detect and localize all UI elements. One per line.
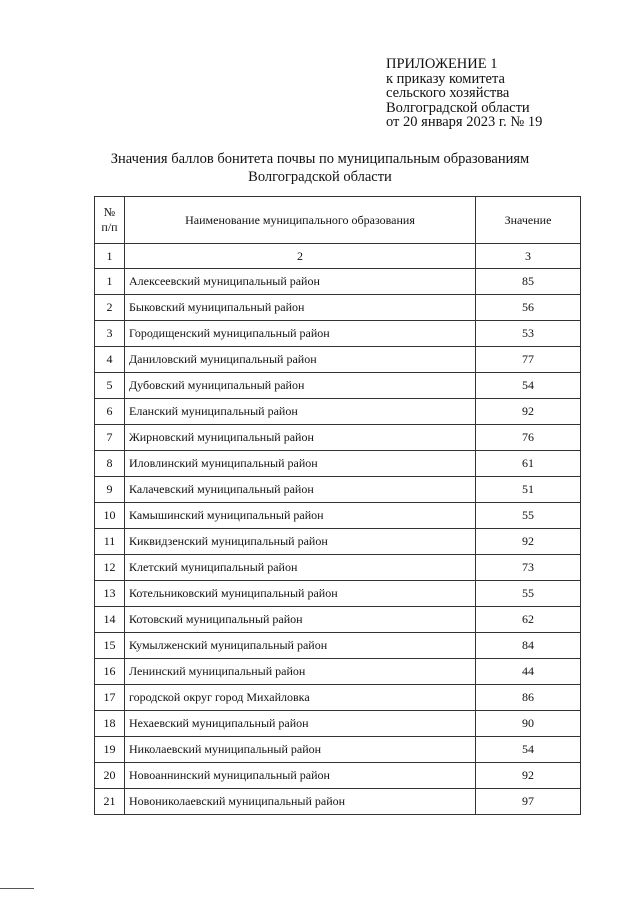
row-number: 13 bbox=[95, 581, 125, 607]
row-value: 55 bbox=[476, 503, 581, 529]
column-number-row bbox=[95, 244, 581, 269]
row-number: 18 bbox=[95, 711, 125, 737]
row-value: 56 bbox=[476, 295, 581, 321]
header-value: Значение bbox=[476, 197, 581, 244]
row-name: Иловлинский муниципальный район bbox=[125, 451, 476, 477]
row-value: 54 bbox=[476, 737, 581, 763]
header-name: Наименование муниципального образования bbox=[125, 197, 476, 244]
table-row bbox=[95, 269, 581, 295]
row-value: 54 bbox=[476, 373, 581, 399]
row-number: 15 bbox=[95, 633, 125, 659]
row-value: 84 bbox=[476, 633, 581, 659]
row-name: Алексеевский муниципальный район bbox=[125, 269, 476, 295]
row-name: Кумылженский муниципальный район bbox=[125, 633, 476, 659]
appendix-block bbox=[386, 57, 542, 130]
row-number: 2 bbox=[95, 295, 125, 321]
table-row bbox=[95, 633, 581, 659]
row-number: 5 bbox=[95, 373, 125, 399]
table-row bbox=[95, 763, 581, 789]
row-name: Калачевский муниципальный район bbox=[125, 477, 476, 503]
column-number: 2 bbox=[125, 244, 476, 269]
table-row bbox=[95, 503, 581, 529]
appendix-title: ПРИЛОЖЕНИЕ 1 bbox=[386, 56, 498, 72]
table-row bbox=[95, 711, 581, 737]
title-line: Значения баллов бонитета почвы по муниципальным образованиям bbox=[110, 151, 530, 167]
row-name: Клетский муниципальный район bbox=[125, 555, 476, 581]
row-number: 14 bbox=[95, 607, 125, 633]
row-number: 3 bbox=[95, 321, 125, 347]
row-value: 77 bbox=[476, 347, 581, 373]
row-value: 76 bbox=[476, 425, 581, 451]
table-row bbox=[95, 581, 581, 607]
title-line: Волгоградской области bbox=[248, 169, 392, 185]
row-name: Камышинский муниципальный район bbox=[125, 503, 476, 529]
row-name: Даниловский муниципальный район bbox=[125, 347, 476, 373]
row-value: 53 bbox=[476, 321, 581, 347]
row-name: Новониколаевский муниципальный район bbox=[125, 789, 476, 815]
row-number: 16 bbox=[95, 659, 125, 685]
row-name: Ленинский муниципальный район bbox=[125, 659, 476, 685]
footer-rule bbox=[0, 888, 34, 889]
table-row bbox=[95, 737, 581, 763]
row-number: 9 bbox=[95, 477, 125, 503]
row-name: Быковский муниципальный район bbox=[125, 295, 476, 321]
table-row bbox=[95, 321, 581, 347]
table-row bbox=[95, 373, 581, 399]
table-row bbox=[95, 789, 581, 815]
table-body bbox=[95, 269, 581, 815]
row-name: Новоаннинский муниципальный район bbox=[125, 763, 476, 789]
row-value: 92 bbox=[476, 763, 581, 789]
row-name: Котовский муниципальный район bbox=[125, 607, 476, 633]
column-number: 3 bbox=[476, 244, 581, 269]
row-name: Жирновский муниципальный район bbox=[125, 425, 476, 451]
table-row bbox=[95, 347, 581, 373]
row-number: 8 bbox=[95, 451, 125, 477]
bonitet-table bbox=[94, 196, 581, 815]
header-number: № п/п bbox=[95, 197, 125, 244]
row-number: 10 bbox=[95, 503, 125, 529]
appendix-line: Волгоградской области bbox=[386, 99, 530, 116]
row-value: 44 bbox=[476, 659, 581, 685]
row-value: 92 bbox=[476, 529, 581, 555]
row-number: 1 bbox=[95, 269, 125, 295]
row-number: 7 bbox=[95, 425, 125, 451]
table-row bbox=[95, 607, 581, 633]
row-number: 12 bbox=[95, 555, 125, 581]
table-row bbox=[95, 529, 581, 555]
row-value: 86 bbox=[476, 685, 581, 711]
row-value: 51 bbox=[476, 477, 581, 503]
appendix-date: от 20 января 2023 г. № 19 bbox=[386, 114, 543, 130]
row-number: 6 bbox=[95, 399, 125, 425]
table-row bbox=[95, 399, 581, 425]
table-header-row bbox=[95, 197, 581, 244]
appendix-line: к приказу комитета bbox=[386, 70, 505, 87]
row-name: Николаевский муниципальный район bbox=[125, 737, 476, 763]
table-row bbox=[95, 295, 581, 321]
row-number: 11 bbox=[95, 529, 125, 555]
row-number: 21 bbox=[95, 789, 125, 815]
row-value: 85 bbox=[476, 269, 581, 295]
row-number: 17 bbox=[95, 685, 125, 711]
row-value: 62 bbox=[476, 607, 581, 633]
row-value: 61 bbox=[476, 451, 581, 477]
row-name: городской округ город Михайловка bbox=[125, 685, 476, 711]
row-value: 97 bbox=[476, 789, 581, 815]
appendix-line: сельского хозяйства bbox=[386, 85, 510, 101]
table-row bbox=[95, 451, 581, 477]
row-name: Дубовский муниципальный район bbox=[125, 373, 476, 399]
row-name: Котельниковский муниципальный район bbox=[125, 581, 476, 607]
row-value: 90 bbox=[476, 711, 581, 737]
table-row bbox=[95, 425, 581, 451]
row-name: Киквидзенский муниципальный район bbox=[125, 529, 476, 555]
table-row bbox=[95, 659, 581, 685]
column-number: 1 bbox=[95, 244, 125, 269]
row-name: Городищенский муниципальный район bbox=[125, 321, 476, 347]
row-number: 20 bbox=[95, 763, 125, 789]
row-number: 4 bbox=[95, 347, 125, 373]
row-number: 19 bbox=[95, 737, 125, 763]
row-name: Нехаевский муниципальный район bbox=[125, 711, 476, 737]
row-value: 92 bbox=[476, 399, 581, 425]
table-row bbox=[95, 477, 581, 503]
row-value: 73 bbox=[476, 555, 581, 581]
table-row bbox=[95, 685, 581, 711]
row-value: 55 bbox=[476, 581, 581, 607]
document-title bbox=[0, 150, 640, 186]
row-name: Еланский муниципальный район bbox=[125, 399, 476, 425]
table-row bbox=[95, 555, 581, 581]
